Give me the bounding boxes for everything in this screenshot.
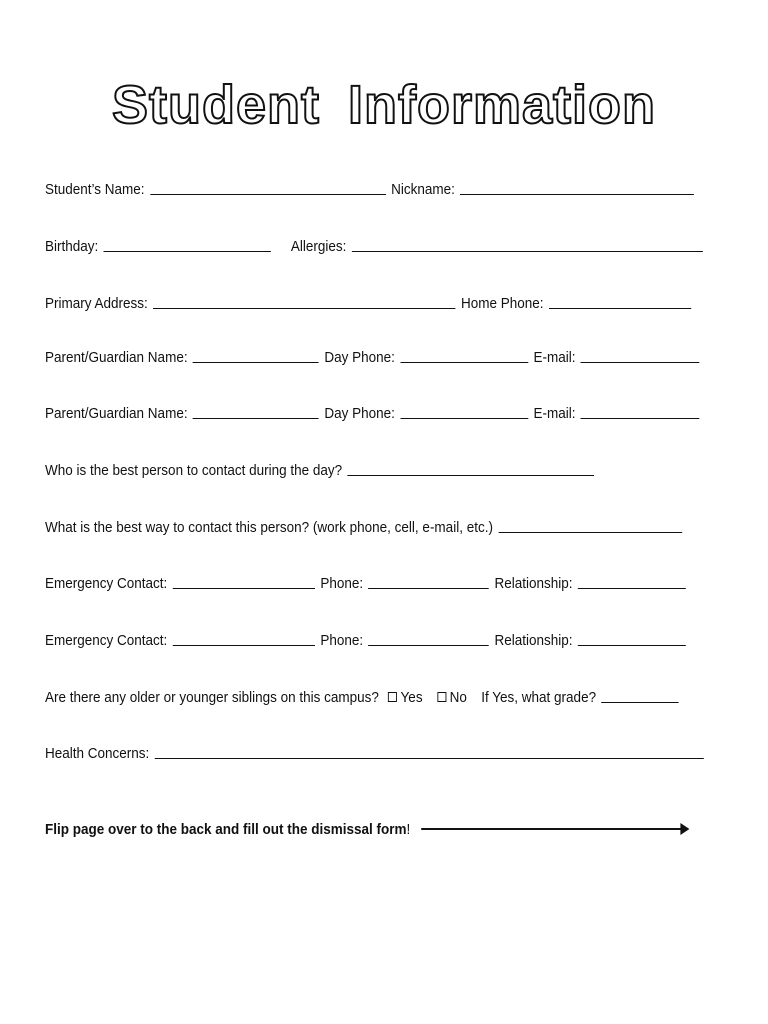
- best-way-field[interactable]: [498, 531, 682, 533]
- day-phone-field[interactable]: [400, 361, 528, 363]
- emergency-contact-label: Emergency Contact:: [45, 575, 168, 592]
- allergies-label: Allergies:: [290, 238, 347, 255]
- row-emergency-contact-1: [45, 570, 722, 592]
- day-phone-field[interactable]: [400, 417, 528, 419]
- birthday-field[interactable]: [104, 250, 271, 252]
- day-phone-label: Day Phone:: [324, 349, 395, 366]
- best-person-label: Who is the best person to contact during the day?: [45, 462, 343, 479]
- right-arrow-icon: [421, 828, 687, 830]
- email-field[interactable]: [581, 361, 700, 363]
- row-best-way: [45, 514, 722, 536]
- row-student-name: [45, 176, 722, 198]
- relationship-field[interactable]: [578, 644, 686, 646]
- parent-guardian-name-field[interactable]: [193, 417, 319, 419]
- phone-field[interactable]: [369, 644, 490, 646]
- students-name-label: Student’s Name:: [45, 181, 145, 198]
- row-primary-address: [45, 290, 722, 312]
- page-title: Student Information: [112, 75, 656, 135]
- relationship-label: Relationship:: [494, 632, 573, 649]
- home-phone-label: Home Phone:: [460, 295, 544, 312]
- best-way-label: What is the best way to contact this person? (work phone, cell, e-mail, etc.): [45, 519, 493, 536]
- yes-checkbox[interactable]: [388, 692, 397, 702]
- day-phone-label: Day Phone:: [324, 405, 395, 422]
- health-concerns-field[interactable]: [155, 757, 704, 759]
- phone-field[interactable]: [369, 587, 490, 589]
- allergies-field[interactable]: [352, 250, 703, 252]
- no-label: No: [449, 689, 467, 706]
- email-field[interactable]: [581, 417, 700, 419]
- nickname-label: Nickname:: [391, 181, 455, 198]
- parent-guardian-name-field[interactable]: [193, 361, 319, 363]
- students-name-field[interactable]: [150, 193, 386, 195]
- row-best-person: [45, 457, 722, 479]
- siblings-question-label: Are there any older or younger siblings on this campus?: [45, 689, 379, 706]
- flip-page-exclaim: !: [406, 820, 411, 838]
- yes-label: Yes: [400, 689, 423, 706]
- email-label: E-mail:: [533, 405, 576, 422]
- email-label: E-mail:: [533, 349, 576, 366]
- emergency-contact-label: Emergency Contact:: [45, 632, 168, 649]
- best-person-field[interactable]: [348, 474, 595, 476]
- relationship-label: Relationship:: [494, 575, 573, 592]
- no-checkbox[interactable]: [437, 692, 446, 702]
- row-parent-guardian-1: [45, 344, 722, 366]
- emergency-contact-field[interactable]: [173, 644, 315, 646]
- nickname-field[interactable]: [460, 193, 694, 195]
- primary-address-label: Primary Address:: [45, 295, 148, 312]
- health-concerns-label: Health Concerns:: [45, 745, 150, 762]
- birthday-label: Birthday:: [45, 238, 99, 255]
- row-parent-guardian-2: [45, 400, 722, 422]
- emergency-contact-field[interactable]: [173, 587, 315, 589]
- row-health-concerns: [45, 740, 722, 762]
- parent-guardian-name-label: Parent/Guardian Name:: [45, 349, 188, 366]
- primary-address-field[interactable]: [153, 307, 455, 309]
- phone-label: Phone:: [320, 632, 364, 649]
- flip-page-text: Flip page over to the back and fill out the dismissal form: [45, 820, 407, 838]
- relationship-field[interactable]: [578, 587, 686, 589]
- grade-field[interactable]: [601, 701, 678, 703]
- home-phone-field[interactable]: [549, 307, 691, 309]
- row-birthday: [45, 233, 722, 255]
- if-yes-grade-label: If Yes, what grade?: [481, 689, 597, 706]
- phone-label: Phone:: [320, 575, 364, 592]
- parent-guardian-name-label: Parent/Guardian Name:: [45, 405, 188, 422]
- row-emergency-contact-2: [45, 627, 722, 649]
- flip-page-instruction: [45, 818, 729, 840]
- row-siblings: [45, 684, 722, 706]
